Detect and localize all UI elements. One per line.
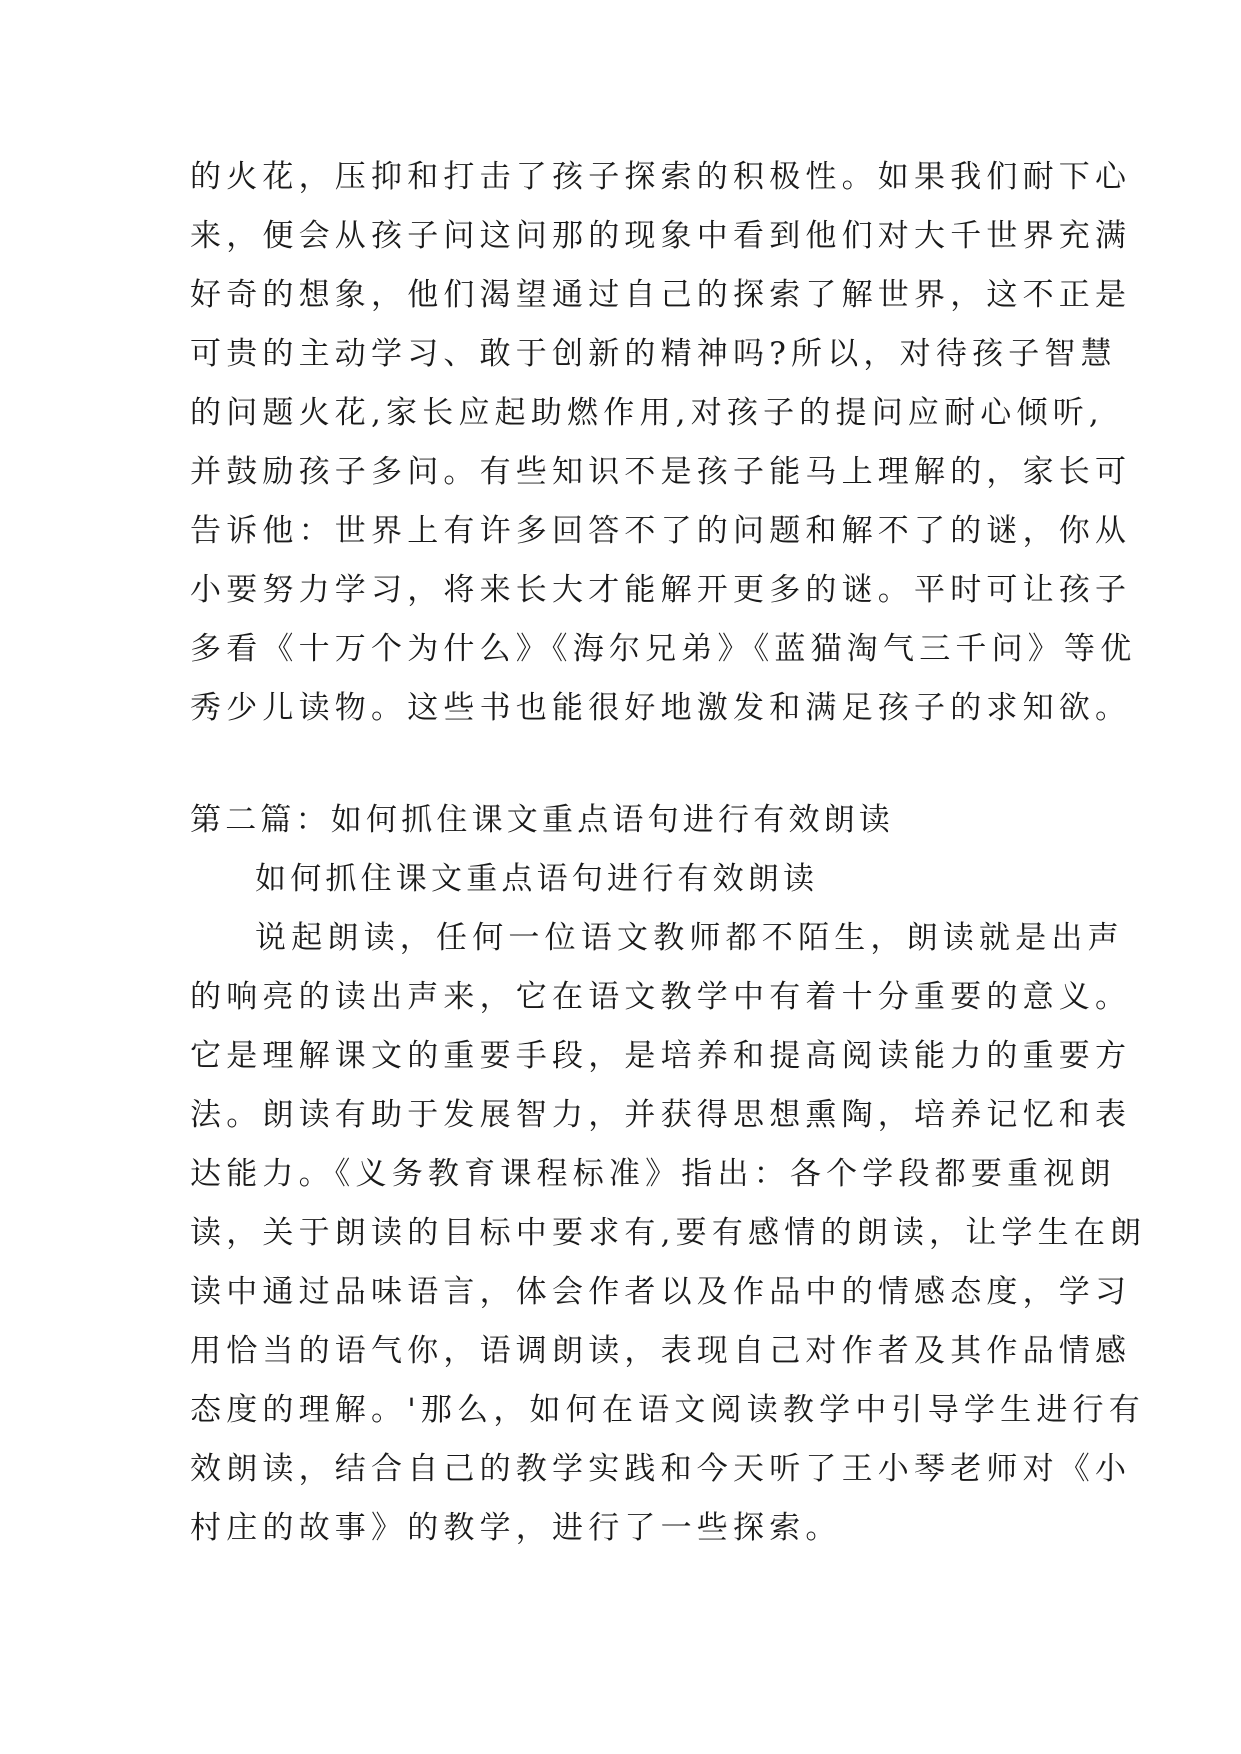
paragraph-line: 告诉他：世界上有许多回答不了的问题和解不了的谜，你从 <box>190 513 1132 549</box>
article-title: 如何抓住课文重点语句进行有效朗读 <box>255 861 819 897</box>
paragraph-line: 多看《十万个为什么》《海尔兄弟》《蓝猫淘气三千问》等优 <box>190 631 1137 667</box>
paragraph-line: 用恰当的语气你，语调朗读，表现自己对作者及其作品情感 <box>190 1333 1132 1369</box>
paragraph-line: 好奇的想象，他们渴望通过自己的探索了解世界，这不正是 <box>190 277 1132 313</box>
paragraph-line: 说起朗读，任何一位语文教师都不陌生，朗读就是出声 <box>255 920 1124 956</box>
paragraph-line: 效朗读，结合自己的教学实践和今天听了王小琴老师对《小 <box>190 1451 1132 1487</box>
paragraph-line: 秀少儿读物。这些书也能很好地激发和满足孩子的求知欲。 <box>190 690 1132 726</box>
paragraph-line: 来，便会从孩子问这问那的现象中看到他们对大千世界充满 <box>190 218 1132 254</box>
paragraph-line: 达能力。《义务教育课程标准》指出：各个学段都要重视朗 <box>190 1156 1116 1192</box>
paragraph-line: 读中通过品味语言，体会作者以及作品中的情感态度，学习 <box>190 1274 1132 1310</box>
paragraph-line: 并鼓励孩子多问。有些知识不是孩子能马上理解的，家长可 <box>190 454 1132 490</box>
paragraph-line: 读，关于朗读的目标中要求有,要有感情的朗读，让学生在朗 <box>190 1215 1147 1251</box>
paragraph-line: 村庄的故事》的教学，进行了一些探索。 <box>190 1510 842 1546</box>
paragraph-line: 小要努力学习，将来长大才能解开更多的谜。平时可让孩子 <box>190 572 1132 608</box>
paragraph-line: 态度的理解。'那么，如何在语文阅读教学中引导学生进行有 <box>190 1392 1145 1428</box>
paragraph-line: 的火花，压抑和打击了孩子探索的积极性。如果我们耐下心 <box>190 159 1132 195</box>
paragraph-line: 可贵的主动学习、敢于创新的精神吗?所以，对待孩子智慧 <box>190 336 1117 372</box>
paragraph-line: 法。朗读有助于发展智力，并获得思想熏陶，培养记忆和表 <box>190 1097 1132 1133</box>
paragraph-line: 的响亮的读出声来，它在语文教学中有着十分重要的意义。 <box>190 979 1132 1015</box>
paragraph-line: 的问题火花,家长应起助燃作用,对孩子的提问应耐心倾听, <box>190 395 1104 431</box>
section-heading: 第二篇：如何抓住课文重点语句进行有效朗读 <box>190 802 894 838</box>
paragraph-line: 它是理解课文的重要手段，是培养和提高阅读能力的重要方 <box>190 1038 1132 1074</box>
